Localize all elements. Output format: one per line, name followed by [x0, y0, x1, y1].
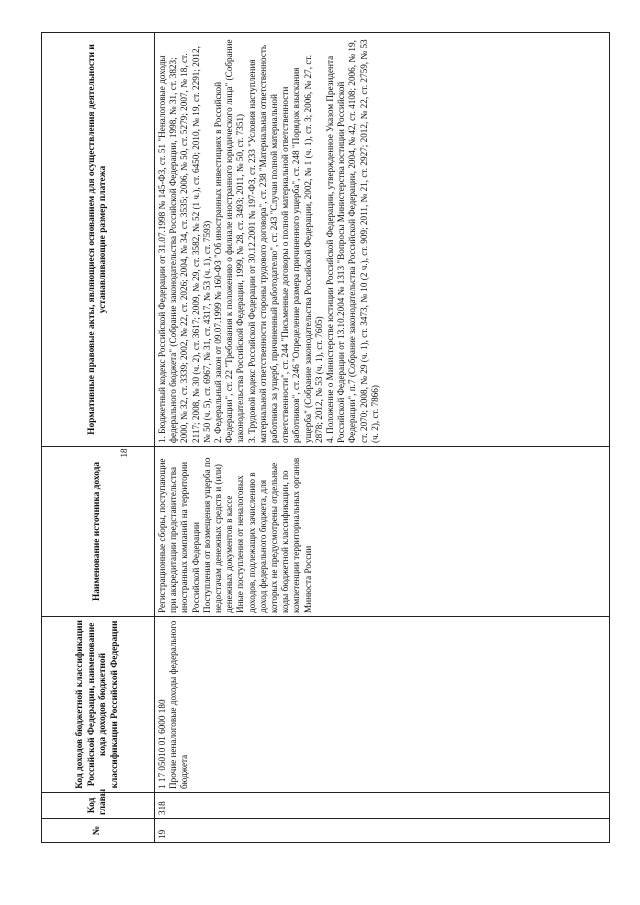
legal-act-item: 1. Бюджетный кодекс Российской Федерации от 31.07.1998 № 145-ФЗ, ст. 51 "Неналоговые доходы федерального бюджета" (Собрание законодательства Российской Федерации, 1998, № 31, ст. 3823; 2000, № 32, ст. 3339; 2002, № 22, ст. 2026; 2004, № 34, ст. 3535; 2006, № 50, ст. 5279; 2007, № 18, ст. 2117; 2008, № 30 (ч. 2), ст. 3617; 2009, № 29, ст. 3582, № 52 (1 ч.), ст. 6450; 2010, № 19, ст. 2291; 2012, № 50 (ч. 5), ст. 6967, № 31, ст. 4317, № 53 (ч. 1), ст. 7593) — [157, 46, 212, 443]
table-header-row — [42, 33, 155, 843]
source-item: Регистрационные сборы, поступающие при аккредитации представительства иностранных компаний на территории Российской Федерации — [157, 458, 201, 613]
legal-act-item: 4. Положение о Министерстве юстиции Российской Федерации, утвержденное Указом Президента Российской Федерации от 13.10.2004 № 1313 "Вопросы Министерства юстиции Российской Федерации", п.7 (Собрание законодательства Российской Федерации, 2004, № 42, ст. 4108; 2006, № 19, ст. 2070; 2008, № 29 (ч. 1), ст. 3473, № 10 (2 ч.), ст. 909; 2011, № 21, ст. 2927; 2012, № 22, ст. 2759, № 53 (ч. 2), ст. 7866) — [325, 39, 380, 443]
revenue-table-sheet — [41, 33, 610, 843]
classification-name: Прочие неналоговые доходы федерального бюджета — [168, 620, 190, 789]
header-classification: Код доходов бюджетной классификации Российской Федерации, наименование кода доходов бюджетной классификации Российской Федерации — [42, 617, 155, 793]
row-legal-acts — [155, 33, 610, 447]
row-classification — [155, 617, 610, 793]
table-row — [155, 33, 610, 843]
revenue-table — [41, 32, 610, 843]
header-legal-acts: Нормативные правовые акты, являющиеся основанием для осуществления деятельности и устанавливающие размер платежа — [42, 33, 155, 447]
page-number: 18 — [119, 448, 129, 458]
header-num: № — [42, 819, 155, 843]
legal-act-item: 2. Федеральный закон от 09.07.1999 № 160-ФЗ "Об иностранных инвестициях в Российской Федерации", ст. 22 "Требования к положению о филиале иностранного юридического лица" (Собрание законодательства Российской Федерации, 1999, № 28, ст. 3493; 2011, № 50, ст. 7351) — [213, 39, 246, 443]
legal-act-item: 3. Трудовой кодекс Российской Федерации от 30.12.2001 № 197-ФЗ, ст. 233 "Условия наступления материальной ответственности стороны трудового договора", ст. 238 "Материальная ответственность работника за ущерб, причиненный работодателю", ст. 243 "Случаи полной материальной ответственности", ст. 244 "Письменные договоры о полной материальной ответственности работников", ст. 246 "Определение размера причиненного ущерба", ст. 248 "Порядок взыскания ущерба" (Собрание законодательства Российской Федерации, 2002, № 1 (ч. 1), ст. 3; 2006, № 27, ст. 2878; 2012, № 53 (ч. 1), ст. 7605) — [246, 44, 324, 443]
source-item: Иные поступления от неналоговых доходов, подлежащих зачислению в доход федерального бюджета, для которых не предусмотрены отдельные коды бюджетной классификации, по компетенции территориальных органов Минюста России — [235, 457, 313, 613]
header-chapter-code: Код главы — [42, 793, 155, 819]
row-sources — [155, 447, 610, 617]
source-item: Поступления от возмещения ущерба по недостачам денежных средств и (или) денежных документов в кассе — [201, 457, 235, 613]
header-source-name: Наименование источника дохода — [42, 447, 155, 617]
row-chapter-code: 318 — [155, 793, 610, 819]
row-num: 19 — [155, 819, 610, 843]
classification-code: 1 17 05010 01 6000 180 — [157, 699, 167, 789]
